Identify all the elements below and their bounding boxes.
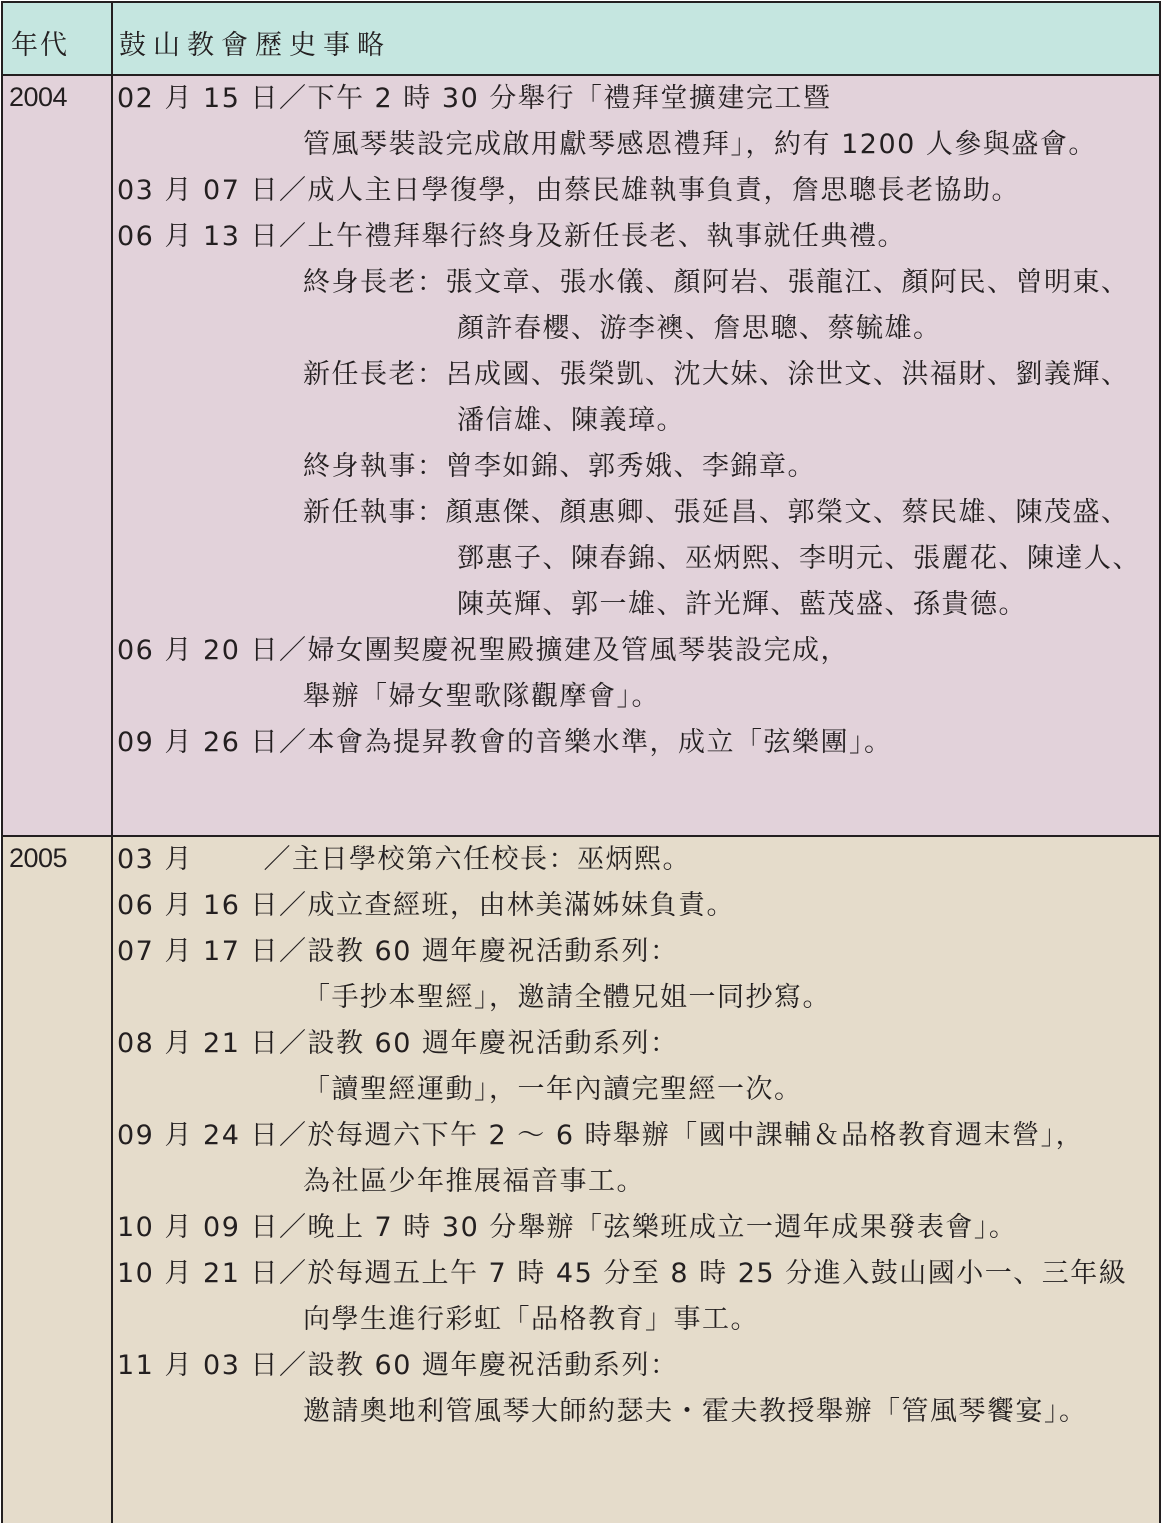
event-line: 02 月 15 日／下午 2 時 30 分舉行「禮拜堂擴建完工暨 [117,83,832,114]
event-line: 11 月 03 日／設教 60 週年慶祝活動系列： [117,1350,679,1381]
event-line-continuation: 舉辦「婦女聖歌隊觀摩會」。 [303,681,660,712]
deacon-list-line: 新任執事：顏惠傑、顏惠卿、張延昌、郭榮文、蔡民雄、陳茂盛、 [303,497,1130,528]
event-line-continuation: 「手抄本聖經」，邀請全體兄姐一同抄寫。 [303,982,831,1013]
deacon-list-line: 終身執事：曾李如錦、郭秀娥、李錦章。 [303,451,816,482]
header-title-cell [113,3,1159,74]
header-year-label: 年代 [11,30,69,61]
event-line: 10 月 09 日／晚上 7 時 30 分舉辦「弦樂班成立一週年成果發表會」。 [117,1212,1018,1243]
history-table [1,1,1161,1523]
elder-list-line: 新任長老：呂成國、張榮凱、沈大妹、涂世文、洪福財、劉義輝、 [303,359,1130,390]
year-cell [3,837,113,1523]
header-title: 鼓山教會歷史事略 [119,30,391,61]
event-lines [117,843,1127,1441]
event-line: 09 月 24 日／於每週六下午 2 ～ 6 時舉辦「國中課輔＆品格教育週末營」， [117,1120,1085,1151]
event-line-continuation: 管風琴裝設完成啟用獻琴感恩禮拜」，約有 1200 人參與盛會。 [303,129,1097,160]
event-line-continuation: 「讀聖經運動」，一年內讀完聖經一次。 [303,1074,803,1105]
event-line: 03 月 ／主日學校第六任校長：巫炳熙。 [117,844,692,875]
event-line-continuation: 向學生進行彩虹「品格教育」事工。 [303,1304,759,1335]
deacon-list-continuation: 鄧惠子、陳春錦、巫炳熙、李明元、張麗花、陳達人、 [457,543,1141,574]
deacon-list-continuation: 陳英輝、郭一雄、許光輝、藍茂盛、孫貴德。 [457,589,1027,620]
event-line: 07 月 17 日／設教 60 週年慶祝活動系列： [117,936,679,967]
events-cell [113,76,1159,835]
event-line: 06 月 16 日／成立查經班，由林美滿姊妹負責。 [117,890,735,921]
event-line-continuation: 為社區少年推展福音事工。 [303,1166,645,1197]
event-lines [117,82,1141,772]
event-line: 10 月 21 日／於每週五上午 7 時 45 分至 8 時 25 分進入鼓山國小一、三年級 [117,1258,1128,1289]
year-label: 2004 [9,82,68,112]
table-row-2004 [3,76,1159,837]
event-line-continuation: 邀請奧地利管風琴大師約瑟夫・霍夫教授舉辦「管風琴饗宴」。 [303,1396,1088,1427]
table-header-row [3,3,1159,76]
elder-list-continuation: 潘信雄、陳義璋。 [457,405,685,436]
event-line: 09 月 26 日／本會為提昇教會的音樂水準，成立「弦樂團」。 [117,727,893,758]
table-row-2005 [3,837,1159,1523]
events-cell [113,837,1159,1523]
event-line: 06 月 20 日／婦女團契慶祝聖殿擴建及管風琴裝設完成， [117,635,849,666]
event-line: 08 月 21 日／設教 60 週年慶祝活動系列： [117,1028,679,1059]
event-line: 03 月 07 日／成人主日學復學，由蔡民雄執事負責，詹思聰長老協助。 [117,175,1020,206]
elder-list-line: 終身長老：張文章、張水儀、顏阿岩、張龍江、顏阿民、曾明東、 [303,267,1130,298]
elder-list-continuation: 顏許春櫻、游李襖、詹思聰、蔡毓雄。 [457,313,942,344]
event-line: 06 月 13 日／上午禮拜舉行終身及新任長老、執事就任典禮。 [117,221,906,252]
header-year-cell [3,3,113,74]
year-label: 2005 [9,843,68,873]
year-cell [3,76,113,835]
